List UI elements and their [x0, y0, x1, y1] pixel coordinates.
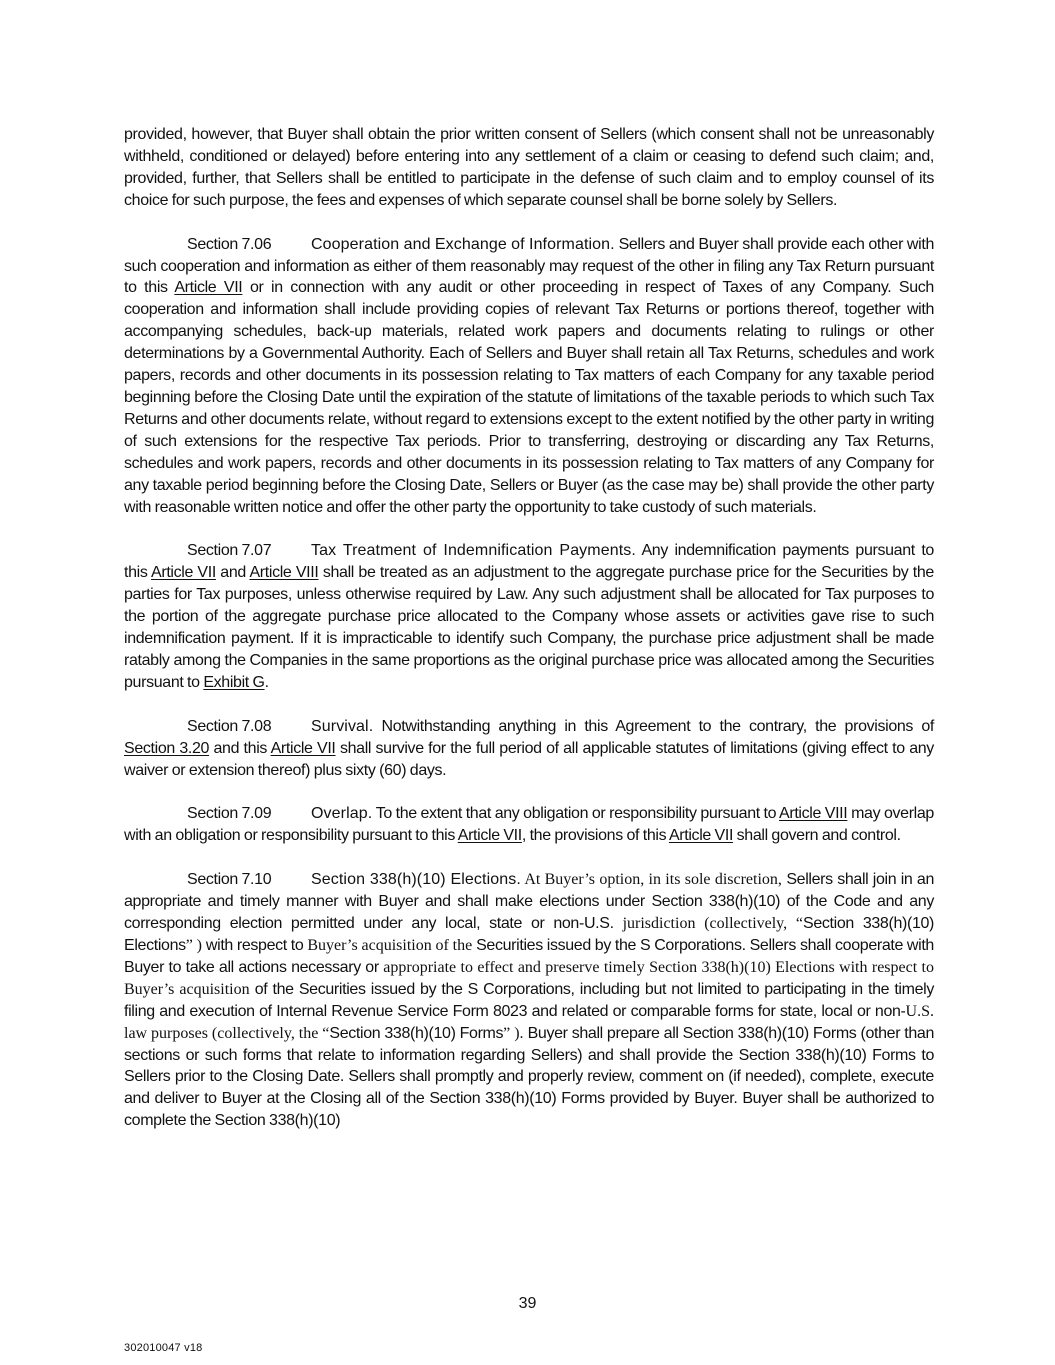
section-heading: Survival.	[311, 717, 374, 735]
section-7-08	[124, 716, 934, 782]
section-text-serif: appropriate to effect and preserve timely Section 338(h)(10) Elections with respect to Buyer’s acquisition	[124, 958, 934, 998]
section-text: with respect to	[202, 937, 308, 954]
section-text: To the extent that any obligation or responsibility pursuant to	[372, 805, 780, 823]
section-text: shall survive for the full period of all applicable statutes of limitations (giving effect to any waiver or extension thereof) plus sixty (60) days.	[124, 739, 934, 779]
section-text-serif: Buyer’s acquisition of the	[307, 937, 473, 954]
section-7-09	[124, 803, 934, 847]
section-text-serif: At Buyer’s option, in its sole discretion,	[520, 871, 782, 889]
paragraph-text: provided, however, that Buyer shall obtain the prior written consent of Sellers (which consent shall not be unreasonably withheld, conditioned or delayed) before entering into any settlement of a claim or ceasing to defend such claim; and, provided, further, that Sellers shall be entitled to participate in the defense of such claim and to employ counsel of its choice for such purpose, the fees and expenses of which separate counsel shall be borne solely by Sellers.	[124, 126, 934, 209]
section-heading: Cooperation and Exchange of Information.	[311, 235, 615, 253]
exhibit-g-reference[interactable]: Exhibit G	[203, 673, 265, 691]
section-heading: Tax Treatment of Indemnification Payments.	[311, 542, 636, 560]
section-7-06	[124, 234, 934, 519]
section-number: Section 7.06	[187, 235, 272, 253]
section-7-10	[124, 869, 934, 1132]
section-text: and	[215, 564, 250, 582]
section-text-serif: ” ).	[503, 1024, 524, 1042]
article-viii-reference[interactable]: Article VIII	[779, 805, 848, 823]
article-vii-reference[interactable]: Article VII	[270, 739, 336, 757]
section-text: Securities issued by the S Corporations. Sellers shall cooperate with Buyer to take all actions necessary or	[124, 937, 934, 976]
section-text: , the provisions of this	[521, 827, 669, 845]
section-text: .	[264, 673, 269, 691]
section-number: Section 7.08	[187, 717, 272, 735]
section-text: shall govern and control.	[733, 827, 901, 845]
section-text: or in connection with any audit or other proceeding in respect of Taxes of any Company. Such cooperation and information shall include providing copies of relevant Tax Returns or portions thereof, together with accompanying schedules, back-up materials, related work papers and documents relating to rulings or other determinations by a Governmental Authority. Each of Sellers and Buyer shall retain all Tax Returns, schedules and work papers, records and other documents in its possession relating to Tax matters of each Company for any taxable period beginning before the Closing Date until the expiration of the statute of limitations of the taxable periods to which such Tax Returns and other documents relate, without regard to extensions except to the extent notified by the other party in writing of such extensions for the respective Tax periods. Prior to transferring, destroying or discarding any Tax Returns, schedules and work papers, records and other documents in its possession relating to Tax matters of any Company for any taxable period beginning before the Closing Date, Sellers or Buyer (as the case may be) shall provide the other party with reasonable written notice and offer the other party the opportunity to take custody of such materials.	[124, 279, 934, 516]
section-text: of the Securities issued by the S Corporations, including but not limited to participating in the timely filing and execution of Internal Revenue Service Form 8023 and related or comparable forms for state, local or non-	[124, 980, 934, 1020]
section-text-serif: jurisdiction (collectively, “	[622, 915, 804, 933]
section-text-serif: U.S. law purposes (collectively, the “	[124, 1002, 934, 1042]
article-vii-reference[interactable]: Article VII	[174, 279, 243, 297]
page-number: 39	[518, 1295, 537, 1312]
paragraph-indemnity-continuation	[124, 124, 934, 212]
defined-term: Section 338(h)(10) Elections	[124, 915, 935, 954]
section-number: Section 7.07	[187, 542, 272, 560]
section-text: and this	[209, 739, 271, 757]
section-text: Notwithstanding anything in this Agreement to the contrary, the provisions of	[373, 717, 934, 735]
document-page	[124, 124, 934, 1154]
section-3-20-reference[interactable]: Section 3.20	[124, 739, 210, 757]
section-heading: Section 338(h)(10) Elections.	[311, 871, 521, 889]
article-viii-reference[interactable]: Article VIII	[249, 564, 319, 582]
article-vii-reference[interactable]: Article VII	[457, 827, 522, 845]
section-text: Any indemnification payments pursuant to this	[124, 542, 934, 582]
section-7-07	[124, 540, 934, 693]
article-vii-reference[interactable]: Article VII	[668, 827, 734, 845]
section-number: Section 7.09	[187, 805, 272, 823]
section-text: may overlap with an obligation or responsibility pursuant to this	[124, 805, 934, 845]
section-text: Sellers and Buyer shall provide each other with such cooperation and information as either of them reasonably may request of the other in filing any Tax Return pursuant to this	[124, 235, 934, 297]
document-id: 302010047 v18	[124, 1342, 203, 1354]
section-text-serif: ” )	[185, 937, 203, 954]
article-vii-reference[interactable]: Article VII	[151, 564, 216, 582]
section-text: shall be treated as an adjustment to the aggregate purchase price for the Securities by the parties for Tax purposes, unless otherwise required by Law. Any such adjustment shall be allocated for Tax purposes to the portion of the aggregate purchase price allocated to the Company whose assets or activities gave rise to such indemnification payment. If it is impracticable to identify such Company, the purchase price adjustment shall be made ratably among the Companies in the same proportions as the original purchase price was allocated among the Securities pursuant to	[124, 564, 934, 691]
section-text: Sellers shall join in an appropriate and timely manner with Buyer and shall make elections under Section 338(h)(10) of the Code and any corresponding election permitted under any local, state or non-U.S.	[124, 871, 934, 933]
section-heading: Overlap.	[311, 805, 373, 823]
defined-term: Section 338(h)(10) Forms	[329, 1024, 504, 1042]
section-text: Buyer shall prepare all Section 338(h)(10) Forms (other than sections or such forms that relate to information regarding Sellers) and shall provide the Section 338(h)(10) Forms to Sellers prior to the Closing Date. Sellers shall promptly and properly review, comment on (if needed), complete, execute and deliver to Buyer at the Closing all of the Section 338(h)(10) Forms provided by Buyer. Buyer shall be authorized to complete the Section 338(h)(10)	[124, 1024, 934, 1130]
section-number: Section 7.10	[187, 871, 272, 889]
